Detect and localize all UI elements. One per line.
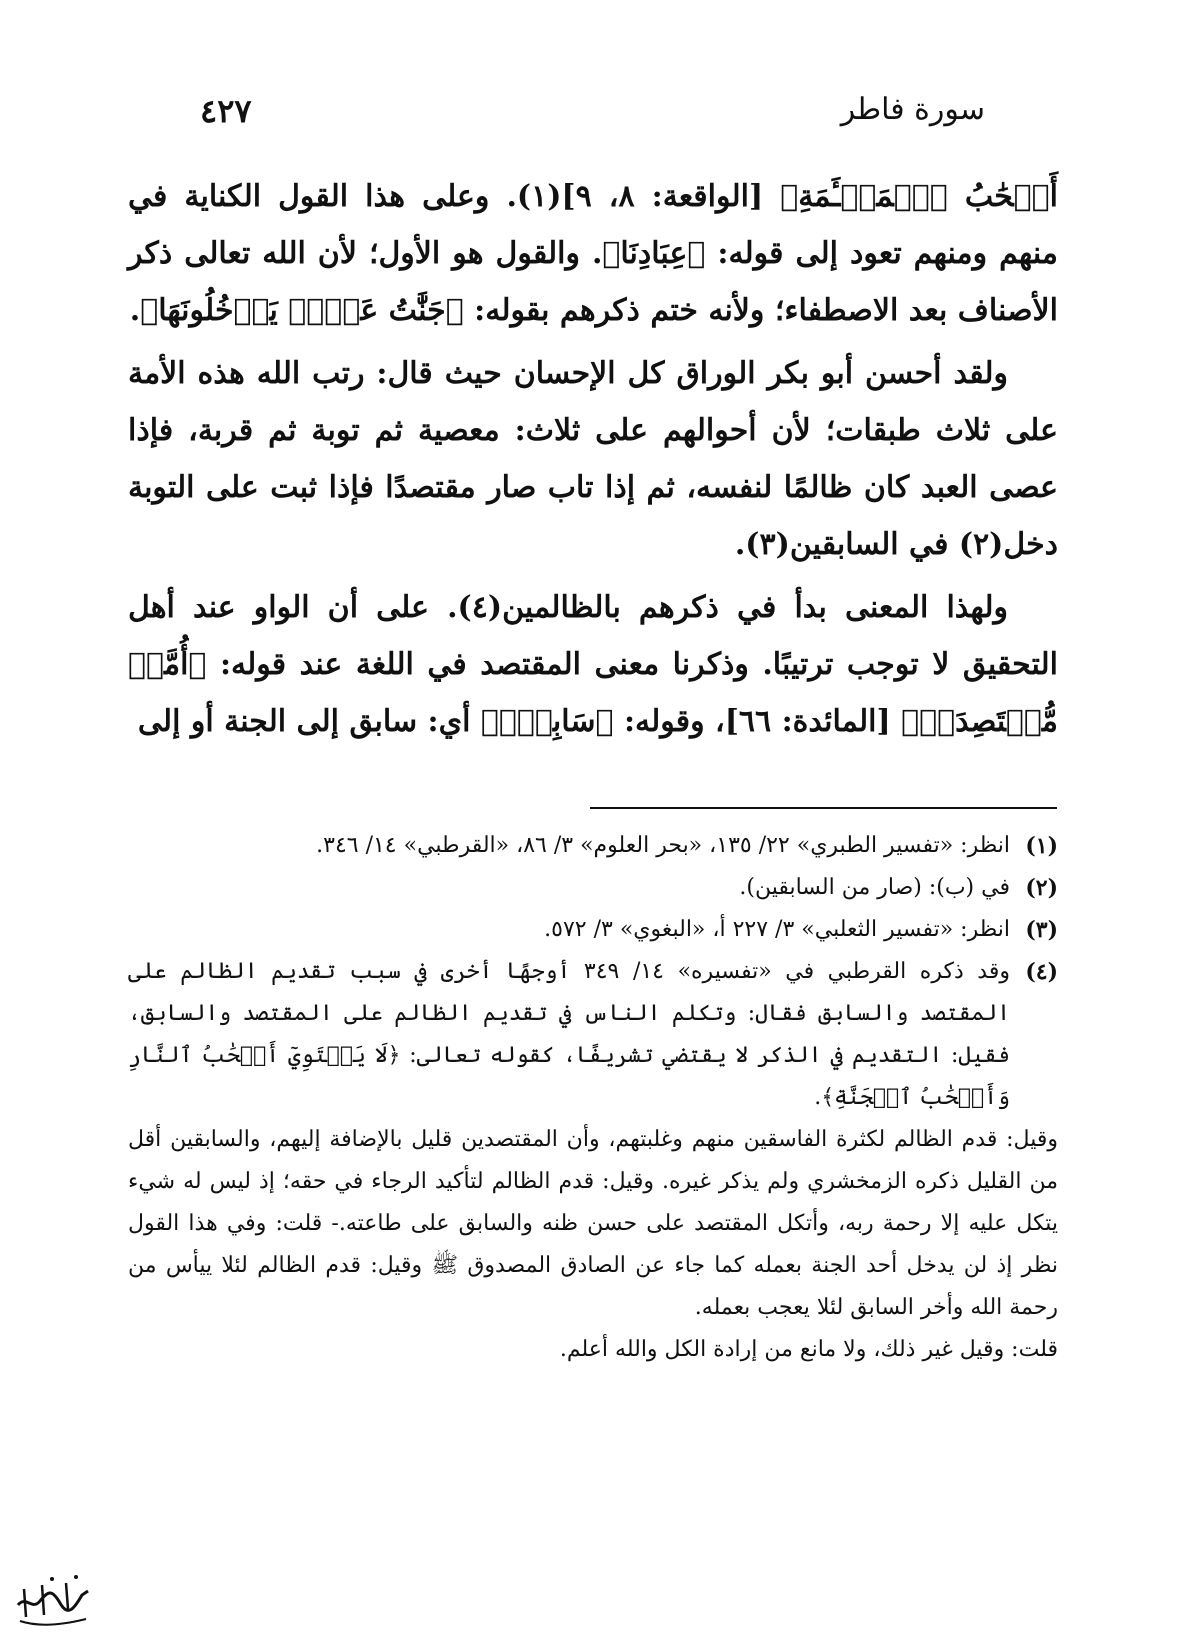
footnote-number: (٣) bbox=[1025, 917, 1058, 943]
footnote-4 bbox=[128, 951, 1058, 1119]
footnote-number: (٤) bbox=[1025, 959, 1058, 985]
footnote-text: انظر: «تفسير الطبري» ٢٢/ ١٣٥، «بحر العلوم» ٣/ ٨٦، «القرطبي» ١٤/ ٣٤٦. bbox=[316, 833, 1010, 858]
main-text bbox=[128, 168, 1058, 756]
calligraphy-seal-icon bbox=[12, 1565, 94, 1635]
running-title: سورة فاطر bbox=[840, 92, 985, 127]
footnote-4-continuation bbox=[128, 1119, 1058, 1371]
footnote-text: في (ب): (صار من السابقين). bbox=[739, 875, 1010, 900]
footnote-separator bbox=[590, 807, 1057, 809]
footnote-continuation-paragraph: قلت: وقيل غير ذلك، ولا مانع من إرادة الكل والله أعلم. bbox=[559, 1337, 1058, 1362]
footnote-text: وقد ذكره القرطبي في «تفسيره» ١٤/ ٣٤٩ أوجهًا أخرى في سبب تقديم الظالم على المقتصد والسابق فقال: وتكلم الناس في تقديم الظالم على المقتصد والسابق، فقيل: التقديم في الذكر لا يقتضي تشريفًا، كقوله تعالى: ﴿لَا يَسۡتَوِيٓ أَصۡحَٰبُ ٱلنَّارِ وَأَصۡحَٰبُ ٱلۡجَنَّةِ﴾. bbox=[128, 959, 1011, 1110]
page-number: ٤٢٧ bbox=[200, 92, 252, 130]
paragraph-3: ولهذا المعنى بدأ في ذكرهم بالظالمين(٤). على أن الواو عند أهل التحقيق لا توجب ترتيبًا. وذكرنا معنى المقتصد في اللغة عند قوله: ﴿أُمَّةٞ مُّقۡتَصِدَةٞ﴾ [المائدة: ٦٦]، وقوله: ﴿سَابِقُۢ﴾ أي: سابق إلى الجنة أو إلى bbox=[128, 590, 1058, 739]
footnote-2 bbox=[128, 867, 1058, 909]
paragraph-1: أَصۡحَٰبُ ٱلۡمَشۡـَٔمَةِ﴾ [الواقعة: ٨، ٩](١). وعلى هذا القول الكناية في منهم ومنهم تعود إلى قوله: ﴿عِبَادِنَا﴾. والقول هو الأول؛ لأن الله تعالى ذكر الأصناف بعد الاصطفاء؛ ولأنه ختم ذكرهم بقوله: ﴿جَنَّٰتُ عَدۡنٖ يَدۡخُلُونَهَا﴾. bbox=[128, 179, 1058, 328]
footnote-number: (١) bbox=[1025, 833, 1058, 859]
footnote-text: انظر: «تفسير الثعلبي» ٣/ ٢٢٧ أ، «البغوي» ٣/ ٥٧٢. bbox=[544, 917, 1010, 942]
paragraph-2: ولقد أحسن أبو بكر الوراق كل الإحسان حيث قال: رتب الله هذه الأمة على ثلاث طبقات؛ لأن أحوالهم على ثلاث: معصية ثم توبة ثم قربة، فإذا عصى العبد كان ظالمًا لنفسه، ثم إذا تاب صار مقتصدًا فإذا ثبت على التوبة دخل(٢) في السابقين(٣). bbox=[128, 356, 1058, 562]
footnote-1 bbox=[128, 825, 1058, 867]
footnote-3 bbox=[128, 909, 1058, 951]
footnote-continuation-paragraph: وقيل: قدم الظالم لكثرة الفاسقين منهم وغلبتهم، وأن المقتصدين قليل بالإضافة إليهم، والسابقين أقل من القليل ذكره الزمخشري ولم يذكر غيره. وقيل: قدم الظالم لتأكيد الرجاء في حقه؛ إذ ليس له شيء يتكل عليه إلا رحمة ربه، وأتكل المقتصد على حسن ظنه والسابق على طاعته.- قلت: وفي هذا القول نظر إذ لن يدخل أحد الجنة بعمله كما جاء عن الصادق المصدوق ﷺ وقيل: قدم الظالم لئلا ييأس من رحمة الله وأخر السابق لئلا يعجب بعمله. bbox=[128, 1127, 1058, 1320]
footnote-number: (٢) bbox=[1025, 875, 1058, 901]
footnotes bbox=[128, 825, 1058, 1371]
